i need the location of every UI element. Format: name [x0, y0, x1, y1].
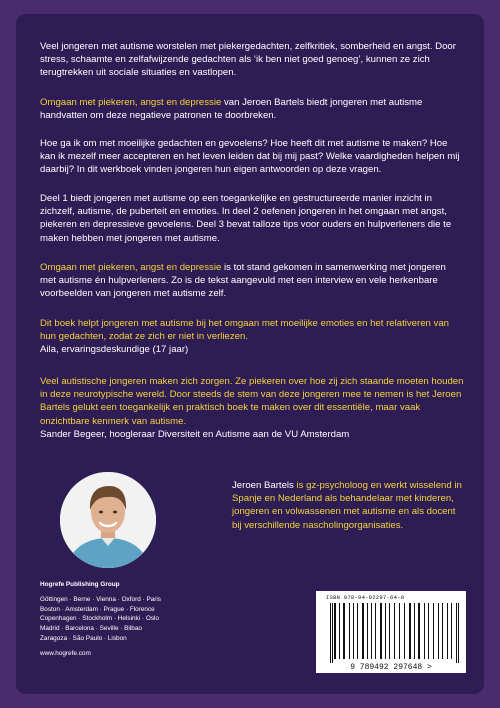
barcode-graphic	[316, 591, 466, 673]
contents-text: Deel 1 biedt jongeren met autisme op een toegankelijke en gestructureerde manier inzicht in zichzelf, autisme, de puberteit en emoties. In deel 2 oefenen jongeren in het omgaan met angst, piekeren en depressieve gevoelens. Deel 3 bevat talloze tips voor ouders en hulpverleners die te maken hebben met jongeren met autisme.	[40, 193, 452, 244]
quote-aila	[40, 317, 464, 357]
barcode-bar	[409, 603, 411, 659]
author-photo	[60, 472, 156, 568]
publisher-name: Hogrefe Publishing Group	[40, 581, 120, 588]
barcode-bar	[371, 603, 372, 659]
barcode-bar	[380, 603, 382, 659]
barcode-bar	[447, 603, 448, 659]
publisher-cities-line: Zaragoza · São Paulo · Lisbon	[40, 634, 127, 642]
barcode-bar	[442, 603, 443, 659]
barcode-bar	[433, 603, 434, 659]
barcode-bar	[339, 603, 340, 659]
publisher-cities-line: Boston · Amsterdam · Prague · Florence	[40, 605, 155, 613]
barcode-bar	[362, 603, 364, 659]
summary-text: van Jeroen Bartels biedt jongeren met autisme handvatten om deze negatieve patronen te doorbreken.	[40, 97, 423, 122]
barcode-bar	[334, 603, 336, 659]
barcode-bar	[414, 603, 415, 659]
intro-paragraph	[40, 40, 464, 80]
isbn-barcode-box	[316, 591, 466, 673]
barcode-bar	[456, 603, 457, 663]
author-name: Jeroen Bartels	[232, 480, 294, 491]
quote-attribution: Aila, ervaringsdeskundige (17 jaar)	[40, 344, 189, 356]
publisher-website: www.hogrefe.com	[40, 649, 91, 657]
author-bio-text: is gz-psycholoog en werkt wisselend in Spanje en Nederland als behandelaar met kinderen, jongeren en volwassenen met autisme en als docent bij verschillende nascholingorganisaties.	[232, 480, 462, 531]
barcode-bar	[357, 603, 358, 659]
author-bio	[232, 479, 462, 532]
collaboration-paragraph	[40, 261, 464, 301]
quote-begeer	[40, 375, 464, 441]
collaboration-text: is tot stand gekomen in samenwerking met jongeren met autisme én hulpverleners. Zo is de tekst aangevuld met een interview en vele herkenbare voorbeelden van jongeren met autisme zelf.	[40, 262, 446, 300]
barcode-bar	[375, 603, 376, 659]
barcode-bar	[349, 603, 350, 659]
barcode-bar	[343, 603, 345, 659]
publisher-block	[40, 581, 240, 657]
barcode-bar	[404, 603, 405, 659]
barcode-bar	[418, 603, 420, 659]
publisher-cities-line: Göttingen · Berne · Vienna · Oxford · Paris	[40, 596, 162, 603]
barcode-bar	[394, 603, 395, 659]
barcode-bar	[428, 603, 429, 659]
contents-paragraph	[40, 192, 464, 245]
quote-text: Dit boek helpt jongeren met autisme bij het omgaan met moeilijke emoties en het relativeren van hun gedachten, zodat ze zich er niet in verliezen.	[40, 318, 450, 343]
barcode-bar	[389, 603, 390, 659]
barcode-bar	[458, 603, 459, 663]
questions-text: Hoe ga ik om met moeilijke gedachten en gevoelens? Hoe heeft dit met autisme te maken? Hoe kan ik mezelf meer accepteren en het leven leiden dat bij mij past? Welke vaardigheden helpen mij daarbij? In dit werkboek vinden jongeren hun eigen antwoorden op deze vragen.	[40, 138, 460, 176]
barcode-bar	[451, 603, 452, 659]
book-title-highlight: Omgaan met piekeren, angst en depressie	[40, 97, 222, 108]
intro-text: Veel jongeren met autisme worstelen met piekergedachten, zelfkritiek, somberheid en angst. Door stress, schaamte en zelfafwijzende gedachten als ‘ik ben niet goed genoeg’, kunnen ze zich terugtrekken uit sociale situaties en vastlopen.	[40, 41, 456, 79]
barcode-bar	[332, 603, 333, 663]
barcode-bar	[385, 603, 386, 659]
barcode-bar	[353, 603, 354, 659]
quote-text: Veel autistische jongeren maken zich zorgen. Ze piekeren over hoe zij zich staande moeten houden in deze neurotypische wereld. Door steeds de stem van deze jongeren mee te nemen is het Jeroen Bartels gelukt een toegankelijk en praktisch boek te maken over dit essentiële, maar vaak onzichtbare kenmerk van autisme.	[40, 376, 464, 427]
quote-attribution: Sander Begeer, hoogleraar Diversiteit en Autisme aan de VU Amsterdam	[40, 428, 350, 440]
book-title-highlight-2: Omgaan met piekeren, angst en depressie	[40, 262, 222, 273]
barcode-bar	[424, 603, 425, 659]
barcode-digits: 9 789492 297648 >	[350, 663, 432, 672]
barcode-bar	[438, 603, 439, 659]
publisher-cities-line: Madrid · Barcelona · Seville · Bilbao	[40, 625, 142, 633]
barcode-bar	[367, 603, 368, 659]
barcode-bar	[330, 603, 331, 663]
barcode-bar	[399, 603, 400, 659]
isbn-label: ISBN 978-94-92297-64-8	[326, 594, 405, 601]
publisher-cities-line: Copenhagen · Stockholm · Helsinki · Oslo	[40, 615, 159, 623]
book-summary-paragraph	[40, 96, 464, 122]
questions-paragraph	[40, 137, 464, 177]
